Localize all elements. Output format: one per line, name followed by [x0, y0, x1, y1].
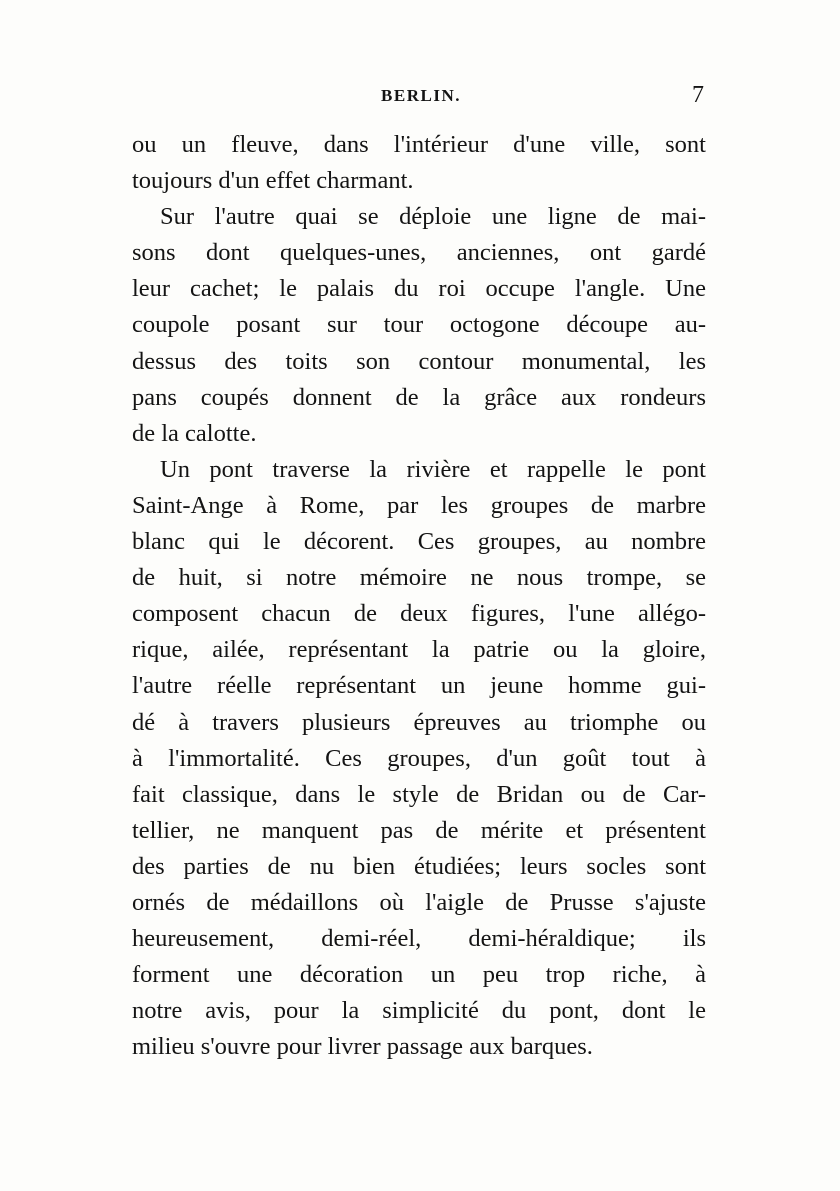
text-line: blanc qui le décorent. Ces groupes, au nombre [132, 528, 706, 556]
text-line: l'autre réelle représentant un jeune homme gui- [132, 672, 706, 700]
text-line: à l'immortalité. Ces groupes, d'un goût tout à [132, 744, 706, 772]
text-line: leur cachet; le palais du roi occupe l'angle. Une [132, 275, 706, 303]
text-line: coupole posant sur tour octogone découpe au- [132, 311, 706, 339]
text-line: toujours d'un effet charmant. [132, 167, 414, 195]
running-head: BERLIN. [381, 86, 461, 105]
page-number: 7 [692, 82, 704, 108]
text-line: Saint-Ange à Rome, par les groupes de marbre [132, 491, 706, 519]
text-line: des parties de nu bien étudiées; leurs socles sont [132, 852, 706, 880]
body-text [132, 127, 706, 1065]
text-line: rique, ailée, représentant la patrie ou la gloire, [132, 636, 706, 664]
text-line: pans coupés donnent de la grâce aux rondeurs [132, 383, 706, 411]
text-line: heureusement, demi-réel, demi-héraldique; ils [132, 925, 706, 953]
text-line: de huit, si notre mémoire ne nous trompe, se [132, 564, 706, 592]
text-line: tellier, ne manquent pas de mérite et présentent [132, 816, 706, 844]
text-line: forment une décoration un peu trop riche, à [132, 961, 706, 989]
page-header [132, 82, 710, 112]
text-line: dessus des toits son contour monumental, les [132, 347, 706, 375]
text-line: Un pont traverse la rivière et rappelle le pont [160, 455, 706, 483]
text-line: ou un fleuve, dans l'intérieur d'une ville, sont [132, 131, 706, 158]
text-line: Sur l'autre quai se déploie une ligne de mai- [160, 203, 706, 231]
text-line: ornés de médaillons où l'aigle de Prusse s'ajuste [132, 888, 706, 916]
text-line: fait classique, dans le style de Bridan ou de Car- [132, 780, 706, 808]
text-line: milieu s'ouvre pour livrer passage aux barques. [132, 1033, 593, 1061]
text-line: de la calotte. [132, 419, 257, 447]
text-line: dé à travers plusieurs épreuves au triomphe ou [132, 708, 706, 736]
text-line: composent chacun de deux figures, l'une allégo- [132, 600, 706, 628]
text-line: notre avis, pour la simplicité du pont, dont le [132, 997, 706, 1025]
text-line: sons dont quelques-unes, anciennes, ont gardé [132, 239, 706, 267]
